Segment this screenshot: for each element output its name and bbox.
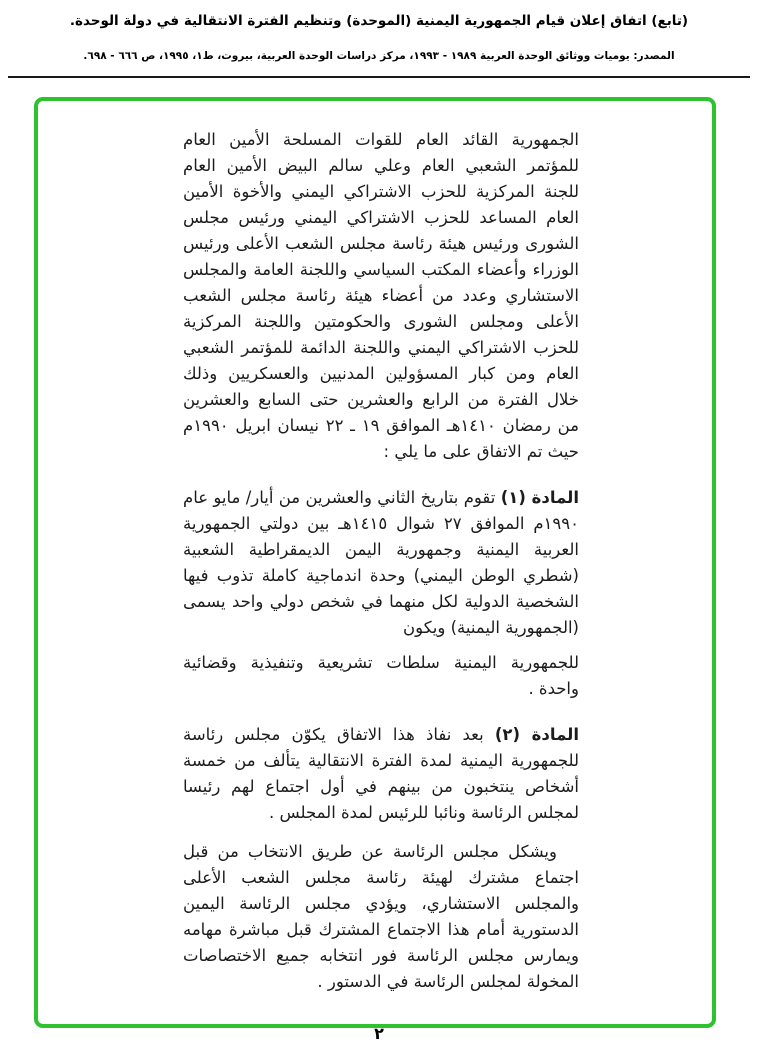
page-title: (تابع) اتفاق إعلان قيام الجمهورية اليمنية (الموحدة) وتنظيم الفترة الانتقالية في دولة الوحدة. [69,13,689,29]
article-2-text: بعد نفاذ هذا الاتفاق يكوّن مجلس رئاسة للجمهورية اليمنية لمدة الفترة الانتقالية يتألف من خمسة أشخاص ينتخبون من بينهم في أول اجتماع لهم رئيسا لمجلس الرئاسة ونائبا للرئيس لمدة المجلس . [183,725,579,822]
paragraph-intro: الجمهورية القائد العام للقوات المسلحة الأمين العام للمؤتمر الشعبي العام وعلي سالم البيض الأمين العام للجنة المركزية للحزب الاشتراكي اليمني والأخوة الأمين العام المساعد للحزب الاشتراكي اليمني ورئيس مجلس الشورى ورئيس هيئة رئاسة مجلس الشعب الأعلى ورئيس الوزراء وأعضاء المكتب السياسي واللجنة العامة والمجلس الاستشاري وعدد من أعضاء هيئة رئاسة مجلس الشعب الأعلى ومجلس الشورى والحكومتين واللجنة المركزية للحزب الاشتراكي اليمني واللجنة الدائمة للمؤتمر الشعبي العام ومن كبار المسؤولين المدنيين والعسكريين وذلك خلال الفترة من الرابع والعشرين حتى السابع والعشرين من رمضان ١٤١٠هـ الموافق ١٩ ـ ٢٢ نيسان ابريل ١٩٩٠م حيث تم الاتفاق على ما يلي : [183,130,579,461]
paragraph-article-2 [183,722,579,826]
article-1-label: المادة (١) [500,488,579,507]
paragraph-closing: ويشكل مجلس الرئاسة عن طريق الانتخاب من قبل اجتماع مشترك لهيئة رئاسة مجلس الشعب الأعلى والمجلس الاستشاري، ويؤدي مجلس الرئاسة اليمين الدستورية أمام هذا الاجتماع المشترك قبل مباشرة مهامه ويمارس مجلس الرئاسة فور انتخابه جميع الاختصاصات المخولة لمجلس الرئاسة في الدستور . [183,842,579,991]
article-2-label: المادة (٢) [494,725,579,744]
document-body [183,127,579,995]
paragraph-article-1-continuation: للجمهورية اليمنية سلطات تشريعية وتنفيذية وقضائية واحدة . [183,653,579,698]
article-1-text: تقوم بتاريخ الثاني والعشرين من أيار/ مايو عام ١٩٩٠م الموافق ٢٧ شوال ١٤١٥هـ بين دولتي الجمهورية العربية اليمنية وجمهورية اليمن الديمقراطية الشعبية (شطري الوطن اليمني) وحدة اندماجية كاملة تذوب فيها الشخصية الدولية لكل منهما في شخص دولي واحد يسمى (الجمهورية اليمنية) ويكون [183,488,579,637]
annotation-box [34,97,716,1028]
page-number: ٢ [374,1024,384,1043]
divider [8,76,750,78]
source-line: المصدر: يوميات ووثائق الوحدة العربية ١٩٨٩ - ١٩٩٣، مركز دراسات الوحدة العربية، بيروت، ط١، ١٩٩٥، ص ٦٦٦ - ٦٩٨. [83,50,675,62]
paragraph-article-1 [183,485,579,641]
